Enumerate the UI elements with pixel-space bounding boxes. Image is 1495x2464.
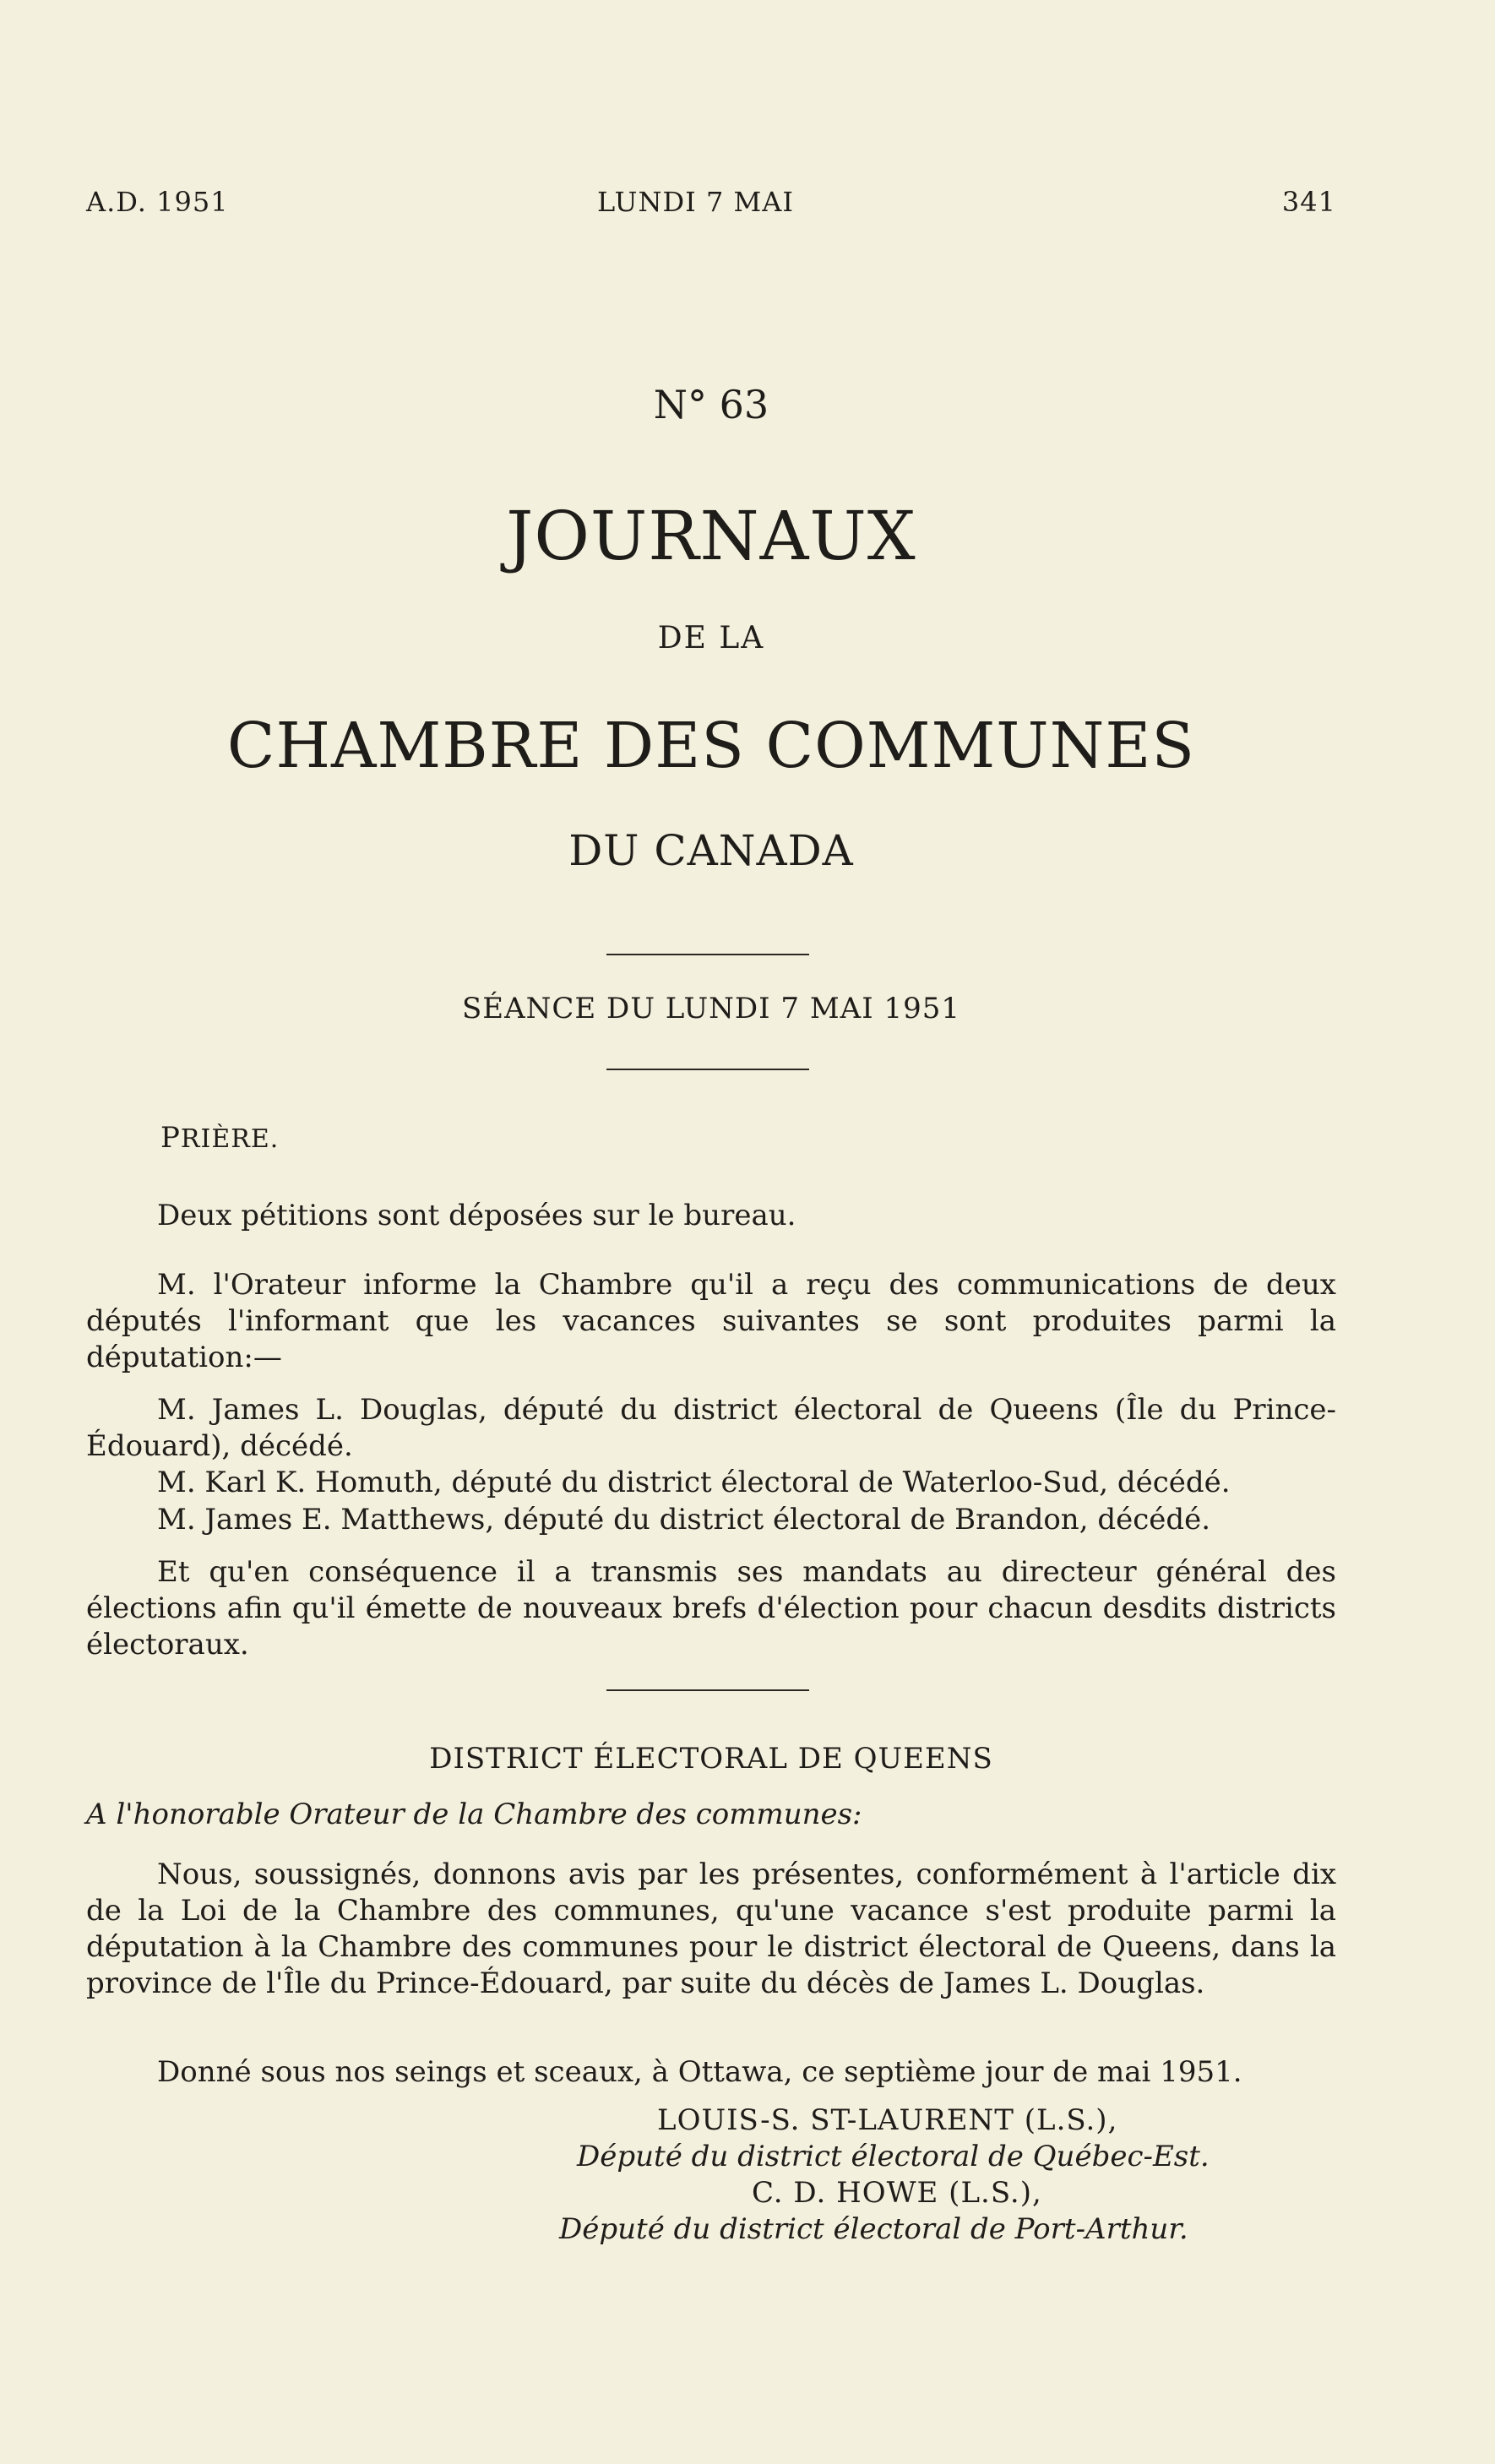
signatory-role: Député du district électoral de Port-Arthur. bbox=[559, 2212, 1188, 2246]
prayer-initial: P bbox=[160, 1121, 181, 1155]
divider-rule bbox=[606, 1069, 809, 1070]
issue-number: N° 63 bbox=[653, 382, 769, 427]
notice-paragraph: Nous, soussignés, donnons avis par les présentes, conformément à l'article dix de la Loi de la Chambre des communes, qu'une vacance s'est produite parmi la députation à la Chambre des communes pour le district électoral de Queens, dans la province de l'Île du Prince-Édouard, par suite du décès de James L. Douglas. bbox=[86, 1858, 1336, 2000]
chamber-title: CHAMBRE DES COMMUNES bbox=[226, 710, 1196, 782]
prayer-rest: RIÈRE. bbox=[180, 1124, 280, 1154]
consequence-paragraph: Et qu'en conséquence il a transmis ses mandats au directeur général des élections afin qu'il émette de nouveaux brefs d'élection pour chacun desdits districts électoraux. bbox=[86, 1555, 1336, 1662]
country-title: DU CANADA bbox=[568, 826, 854, 875]
signatory-name: C. D. HOWE (L.S.), bbox=[752, 2176, 1042, 2210]
petitions-paragraph: Deux pétitions sont déposées sur le bureau. bbox=[157, 1199, 796, 1232]
vacancy-homuth: M. Karl K. Homuth, député du district électoral de Waterloo-Sud, décédé. bbox=[157, 1466, 1231, 1499]
divider-rule bbox=[606, 954, 809, 955]
header-year: A.D. 1951 bbox=[86, 186, 229, 218]
section-title: DISTRICT ÉLECTORAL DE QUEENS bbox=[429, 1742, 993, 1776]
vacancy-douglas: M. James L. Douglas, député du district électoral de Queens (Île du Prince-Édouard), décédé. bbox=[86, 1393, 1336, 1463]
divider-rule bbox=[606, 1689, 809, 1691]
vacancy-matthews: M. James E. Matthews, député du district électoral de Brandon, décédé. bbox=[157, 1503, 1211, 1537]
prayer-heading bbox=[160, 1121, 279, 1155]
signatory-role: Député du district électoral de Québec-Est. bbox=[577, 2140, 1210, 2173]
title-de-la: DE LA bbox=[657, 621, 765, 655]
given-paragraph: Donné sous nos seings et sceaux, à Ottawa, ce septième jour de mai 1951. bbox=[157, 2055, 1242, 2089]
address-line: A l'honorable Orateur de la Chambre des communes: bbox=[86, 1798, 862, 1831]
signatory-name: LOUIS-S. ST-LAURENT (L.S.), bbox=[657, 2103, 1118, 2137]
journal-title: JOURNAUX bbox=[506, 497, 916, 575]
page-number: 341 bbox=[1281, 186, 1336, 218]
speaker-paragraph: M. l'Orateur informe la Chambre qu'il a reçu des communications de deux députés l'informant que les vacances suivantes se sont produites parmi la députation:— bbox=[86, 1268, 1336, 1374]
header-date: LUNDI 7 MAI bbox=[597, 186, 794, 218]
sitting-date: SÉANCE DU LUNDI 7 MAI 1951 bbox=[462, 992, 960, 1025]
